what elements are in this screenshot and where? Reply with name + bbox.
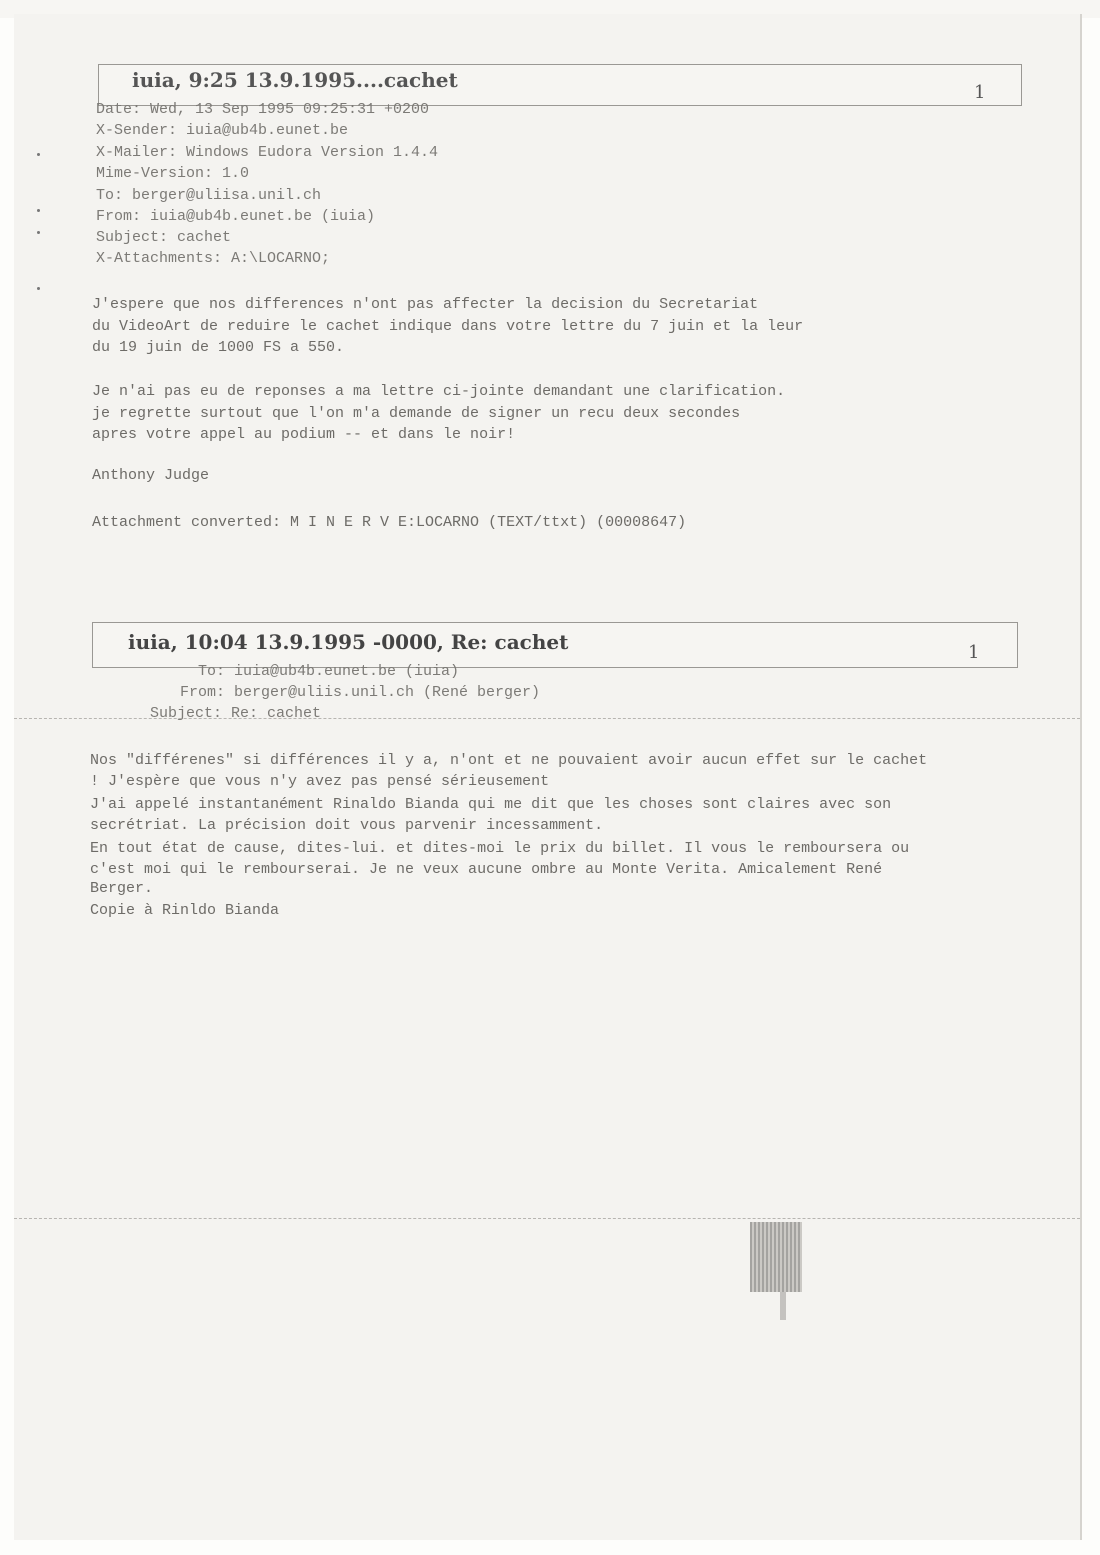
message2-header-number: 1 xyxy=(968,642,980,663)
message1-body-line: du 19 juin de 1000 FS a 550. xyxy=(92,339,345,356)
fold-line xyxy=(14,718,1080,720)
message1-signature: Anthony Judge xyxy=(92,467,210,484)
message1-header-from: From: iuia@ub4b.eunet.be (iuia) xyxy=(96,208,376,225)
message2-body-line: ! J'espère que vous n'y avez pas pensé sérieusement xyxy=(90,773,550,790)
message2-header-to: To: iuia@ub4b.eunet.be (iuia) xyxy=(198,663,460,680)
message1-header-sender: X-Sender: iuia@ub4b.eunet.be xyxy=(96,122,349,139)
message2-body-line: secrétriat. La précision doit vous parvenir incessamment. xyxy=(90,817,604,834)
margin-dot xyxy=(37,209,40,212)
message1-header-subject: Subject: cachet xyxy=(96,229,232,246)
message1-header-date: Date: Wed, 13 Sep 1995 09:25:31 +0200 xyxy=(96,101,430,118)
message2-body-line: J'ai appelé instantanément Rinaldo Bianda qui me dit que les choses sont claires avec son xyxy=(90,796,892,813)
message2-header-from: From: berger@uliis.unil.ch (René berger) xyxy=(180,684,541,701)
message1-header-attachments: X-Attachments: A:\LOCARNO; xyxy=(96,250,331,267)
message1-header-mailer: X-Mailer: Windows Eudora Version 1.4.4 xyxy=(96,144,439,161)
fold-line xyxy=(14,1218,1080,1220)
message2-body-line: c'est moi qui le rembourserai. Je ne veux aucune ombre au Monte Verita. Amicalement René xyxy=(90,861,883,878)
message1-header-title: iuia, 9:25 13.9.1995....cachet xyxy=(132,68,458,92)
message1-body-line: apres votre appel au podium -- et dans le noir! xyxy=(92,426,516,443)
message1-body-line: Je n'ai pas eu de reponses a ma lettre ci-jointe demandant une clarification. xyxy=(92,383,786,400)
message1-header-mime: Mime-Version: 1.0 xyxy=(96,165,250,182)
message2-body-line: Nos "différenes" si différences il y a, n'ont et ne pouvaient avoir aucun effet sur le cachet xyxy=(90,752,928,769)
message2-body-line: En tout état de cause, dites-lui. et dites-moi le prix du billet. Il vous le remboursera ou xyxy=(90,840,910,857)
message2-body-line: Copie à Rinldo Bianda xyxy=(90,902,280,919)
margin-dot xyxy=(37,153,40,156)
message1-header-to: To: berger@uliisa.unil.ch xyxy=(96,187,322,204)
message1-attachment: Attachment converted: M I N E R V E:LOCARNO (TEXT/ttxt) (00008647) xyxy=(92,514,687,531)
message2-body-line: Berger. xyxy=(90,880,154,897)
message2-header-title: iuia, 10:04 13.9.1995 -0000, Re: cachet xyxy=(128,630,569,654)
margin-dot xyxy=(37,231,40,234)
margin-dot xyxy=(37,287,40,290)
message2-header-subject: Subject: Re: cachet xyxy=(150,705,322,722)
message1-body-line: J'espere que nos differences n'ont pas affecter la decision du Secretariat xyxy=(92,296,759,313)
message1-body-line: je regrette surtout que l'on m'a demande de signer un recu deux secondes xyxy=(92,405,741,422)
staple-smudge xyxy=(780,1292,786,1320)
message1-header-number: 1 xyxy=(974,82,986,103)
message1-body-line: du VideoArt de reduire le cachet indique dans votre lettre du 7 juin et la leur xyxy=(92,318,804,335)
staple-smudge xyxy=(750,1222,802,1292)
